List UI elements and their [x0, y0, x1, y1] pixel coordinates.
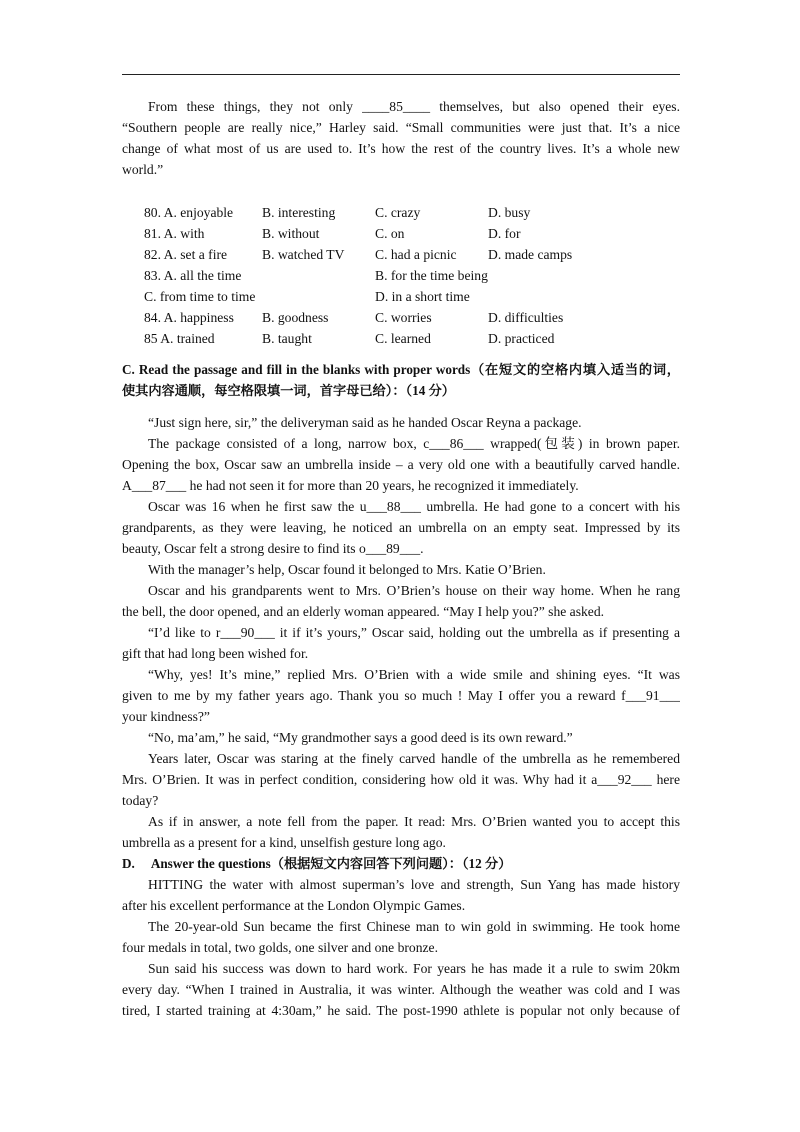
passage-line: The 20-year-old Sun became the first Chinese man to win gold in swimming. He took home — [148, 919, 680, 934]
intro-line-4: world.” — [122, 162, 164, 177]
section-c-heading-line-2: 使其内容通顺，每空格限填一词，首字母已给）：（14 分） — [122, 383, 455, 398]
passage-line: The package consisted of a long, narrow box, c___86___ wrapped(包装) in brown paper. — [148, 436, 680, 451]
option-a: 85 A. trained — [144, 331, 215, 346]
passage-line: “Just sign here, sir,” the deliveryman said as he handed Oscar Reyna a package. — [148, 415, 582, 430]
option-d: D. busy — [488, 205, 531, 220]
section-d-title: Answer the questions（根据短文内容回答下列问题）：（12 分） — [150, 856, 512, 871]
option-row-84 — [122, 307, 680, 328]
passage-line: your kindness?” — [122, 709, 210, 724]
option-d: D. in a short time — [375, 289, 470, 304]
option-b: B. for the time being — [375, 268, 488, 283]
option-c: C. crazy — [375, 205, 421, 220]
passage-line: “I’d like to r___90___ it if it’s yours,” Oscar said, holding out the umbrella as if presenting a — [148, 625, 680, 640]
option-c: C. worries — [375, 310, 432, 325]
option-b: B. interesting — [262, 205, 336, 220]
option-a: 81. A. with — [144, 226, 205, 241]
passage-line: four medals in total, two golds, one silver and one bronze. — [122, 940, 438, 955]
option-c: C. from time to time — [144, 289, 256, 304]
option-a: 83. A. all the time — [144, 268, 242, 283]
option-b: B. goodness — [262, 310, 329, 325]
option-c: C. on — [375, 226, 405, 241]
option-c: C. had a picnic — [375, 247, 457, 262]
option-row-83b — [122, 286, 680, 307]
passage-line: “Why, yes! It’s mine,” replied Mrs. O’Brien with a wide smile and shining eyes. “It was — [148, 667, 680, 682]
option-row-83a — [122, 265, 680, 286]
option-d: D. made camps — [488, 247, 573, 262]
passage-line: given to me by my father years ago. Thank you so much ! May I offer you a reward f___91___ — [122, 688, 680, 703]
option-d: D. practiced — [488, 331, 555, 346]
intro-line-1: From these things, they not only ____85____ themselves, but also opened their eyes. — [148, 99, 680, 114]
intro-paragraph — [122, 96, 680, 180]
option-row-85 — [122, 328, 680, 349]
option-b: B. watched TV — [262, 247, 345, 262]
option-a: 82. A. set a fire — [144, 247, 228, 262]
passage-line: As if in answer, a note fell from the paper. It read: Mrs. O’Brien wanted you to accept this — [148, 814, 680, 829]
option-b: B. taught — [262, 331, 312, 346]
passage-line: after his excellent performance at the London Olympic Games. — [122, 898, 466, 913]
header-rule — [122, 74, 680, 75]
passage-line: umbrella as a present for a kind, unselfish gesture long ago. — [122, 835, 446, 850]
passage-line: “No, ma’am,” he said, “My grandmother says a good deed is its own reward.” — [148, 730, 573, 745]
option-a: 84. A. happiness — [144, 310, 234, 325]
option-row-82 — [122, 244, 680, 265]
section-c — [122, 359, 680, 853]
passage-line: Opening the box, Oscar saw an umbrella inside – a very old one with a beautifully carved handle. — [122, 457, 680, 472]
passage-line: Years later, Oscar was staring at the finely carved handle of the umbrella as he remembered — [148, 751, 680, 766]
passage-line: tired, I started training at 4:30am,” he said. The post-1990 athlete is popular not only because of — [122, 1003, 680, 1018]
intro-line-2: “Southern people are really nice,” Harley said. “Small communities were just that. It’s a nice — [122, 120, 680, 135]
passage-line: the bell, the door opened, and an elderly woman appeared. “May I help you?” she asked. — [122, 604, 605, 619]
option-a: 80. A. enjoyable — [144, 205, 234, 220]
option-row-81 — [122, 223, 680, 244]
passage-line: today? — [122, 793, 159, 808]
section-d-label: D. — [122, 856, 135, 871]
section-d — [122, 853, 680, 1021]
passage-line: With the manager’s help, Oscar found it belonged to Mrs. Katie O’Brien. — [148, 562, 546, 577]
option-d: D. difficulties — [488, 310, 564, 325]
passage-line: Oscar and his grandparents went to Mrs. O’Brien’s house on their way home. When he rang — [148, 583, 680, 598]
section-d-heading — [122, 853, 680, 874]
option-b: B. without — [262, 226, 320, 241]
passage-line: every day. “When I trained in Australia, it was winter. Although the weather was cold and I was — [122, 982, 680, 997]
passage-line: grandparents, as they were leaving, he noticed an umbrella on an empty seat. Impressed by its — [122, 520, 680, 535]
passage-line: gift that had long been wished for. — [122, 646, 309, 661]
passage-line: HITTING the water with almost superman’s love and strength, Sun Yang has made history — [148, 877, 680, 892]
option-row-80 — [122, 202, 680, 223]
passage-line: Sun said his success was down to hard work. For years he has made it a rule to swim 20km — [148, 961, 680, 976]
passage-line: Mrs. O’Brien. It was in perfect condition, considering how old it was. Why had it a___92___ here — [122, 772, 680, 787]
passage-line: A___87___ he had not seen it for more than 20 years, he recognized it immediately. — [122, 478, 579, 493]
option-c: C. learned — [375, 331, 431, 346]
passage-line: beauty, Oscar felt a strong desire to find its o___89___. — [122, 541, 424, 556]
intro-line-3: change of what most of us are used to. It’s how the rest of the country lives. It’s a whole new — [122, 141, 680, 156]
passage-line: Oscar was 16 when he first saw the u___88___ umbrella. He had gone to a concert with his — [148, 499, 680, 514]
section-c-heading-line-1: C. Read the passage and fill in the blanks with proper words（在短文的空格内填入适当的词， — [122, 362, 680, 377]
option-d: D. for — [488, 226, 521, 241]
